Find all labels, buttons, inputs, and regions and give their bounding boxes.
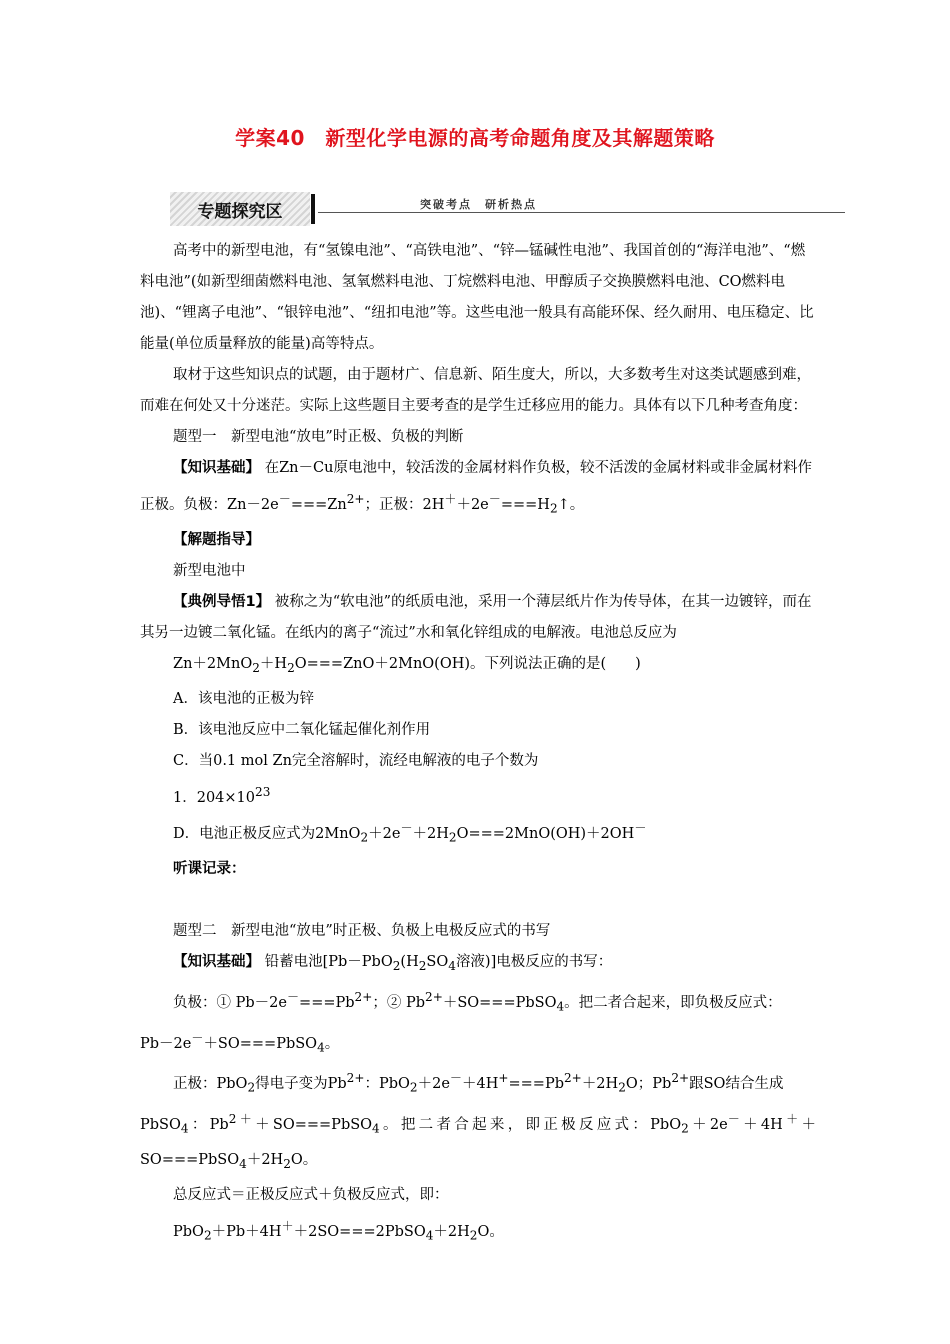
total-reaction-text: 总反应式＝正极反应式＋负极反应式，即： [173,1186,449,1203]
option-b: B．该电池反应中二氧化锰起催化剂作用 [173,721,431,738]
option-c: C．当0.1 mol Zn完全溶解时，流经电解液的电子个数为 [173,752,539,769]
type2-heading: 题型二 新型电池“放电”时正极、负极上电极反应式的书写 [173,923,551,940]
section-banner [170,192,845,226]
blank-space [140,885,816,916]
banner-rule [318,212,845,213]
type2-knowledge: 【知识基础】 铅蓄电池[$Pb-PbO_2(H_2SO_4$溶液)]电极反应的书写： [173,954,613,974]
type1-knowledge: 【知识基础】 在Zn－Cu原电池中，较活泼的金属材料作负极，较不活泼的金属材料或非金属材料作正极。负极：$Zn-2e^-===Zn^{2+}$；正极：$2H^++2e^-===H_2↑$。 [140,460,812,516]
negative-electrode-equation: Pb－2e－＋SO===PbSO$_4$。 [140,1030,340,1055]
guide-label: 【解题指导】 [173,531,260,548]
intro-paragraph-1: 高考中的新型电池，有“氢镍电池”、“高铁电池”、“锌—锰碱性电池”、我国首创的“海洋电池”、“燃料电池”(如新型细菌燃料电池、氢氧燃料电池、丁烷燃料电池、甲醇质子交换膜燃料电池、CO燃料电池)、“锂离子电池”、“银锌电池”、“纽扣电池”等。这些电池一般具有高能环保、经久耐用、电压稳定、比能量(单位质量释放的能量)高等特点。 [140,243,814,352]
document-body [140,236,816,1252]
knowledge-label: 【知识基础】 [173,460,260,476]
positive-electrode-line-2: PbSO$_4$：$Pb^{2+}+SO===PbSO_4$。把二者合起来，即正极反应式：PbO$_2$＋2e－＋4H＋＋ [140,1112,817,1136]
option-a: A．该电池的正极为锌 [173,690,314,707]
total-reaction-equation: $PbO_2+Pb+4H^++2SO===2PbSO_4+2H_2O$。 [173,1218,504,1243]
record-label: 听课记录： [173,861,246,878]
example-equation: $Zn+2MnO_2+H_2O===ZnO+2MnO(OH)$。下列说法正确的是( ) [173,655,641,675]
positive-electrode-line: 正极：PbO$_2$得电子变为$Pb^{2+}$：$PbO_2+2e^-+4H^+===Pb^{2+}+2H_2O$；$Pb^{2+}$跟SO结合生成 [173,1071,784,1096]
banner-divider [311,194,315,224]
example-label: 【典例导悟1】 [173,593,271,610]
banner-label: 专题探究区 [170,192,310,226]
option-d: D．电池正极反应式为$2MnO_2+2e^-+2H_2O===2MnO(OH)+2OH^-$ [173,821,647,846]
banner-subtitle: 突破考点 研析热点 [420,198,537,211]
option-c-continued: 1．$204\times 10^{23}$ [173,784,271,806]
guide-text: 新型电池中 [173,562,246,579]
knowledge-label: 【知识基础】 [173,954,260,971]
type1-heading: 题型一 新型电池“放电”时正极、负极的判断 [173,429,464,445]
negative-electrode-line: 负极：① $Pb-2e^-===Pb^{2+}$；② $Pb^{2+}+SO===PbSO_4$。把二者合起来，即负极反应式： [173,990,782,1014]
example-paragraph: 【典例导悟1】 被称之为“软电池”的纸质电池，采用一个薄层纸片作为传导体，在其一边镀锌，而在其另一边镀二氧化锰。在纸内的离子“流过”水和氧化锌组成的电解液。电池总反应为 [140,593,812,641]
page-title: 学案40 新型化学电源的高考命题角度及其解题策略 [235,126,715,150]
positive-electrode-equation: $SO===PbSO_4+2H_2O$。 [140,1151,318,1171]
intro-paragraph-2: 取材于这些知识点的试题，由于题材广、信息新、陌生度大，所以，大多数考生对这类试题感到难，而难在何处又十分迷茫。实际上这些题目主要考查的是学生迁移应用的能力。具体有以下几种考查角度： [140,367,811,414]
